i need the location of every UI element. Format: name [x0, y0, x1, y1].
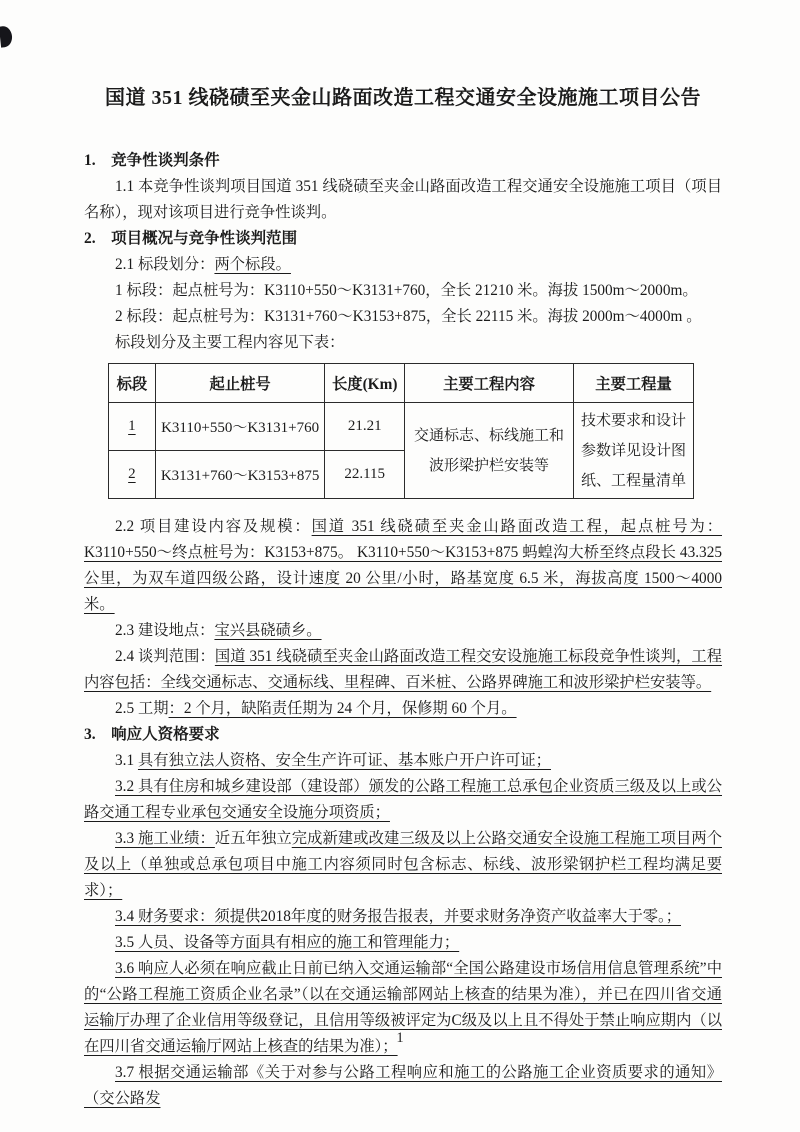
text-segment: 2.5 工期 — [115, 700, 169, 717]
underlined-text: 国道 351 线硗碛至夹金山路面改造工程，起点桩号为：K3110+550～终点桩号为：K3153+875。 K3110+550～K3153+875 蚂蝗沟大桥至终点段长 43.325 公里，为双车道四级公路，设计速度 20 公里/小时，路基宽度 6.5 米，海拔高度 1500～4000 米。 — [84, 518, 722, 613]
para-2-3 — [84, 618, 722, 644]
col-header-stake-range: 起止桩号 — [155, 364, 325, 403]
table-row-1 — [109, 403, 694, 451]
cell-range-2: K3131+760～K3153+875 — [155, 451, 325, 499]
para-2-2 — [84, 514, 722, 618]
underlined-text: 3.6 响应人必须在响应截止日前已纳入交通运输部“全国公路建设市场信用信息管理系统”中的“公路工程施工资质企业名录”（以在交通运输部网站上核查的结果为准），并已在四川省交通运输厅办理了企业信用等级登记，且信用等级被评定为C级及以上且不得处于禁止响应期内（以在四川省交通运输厅网站上核查的结果为准）； — [84, 960, 722, 1055]
underlined-text: 3.5 人员、设备等方面具有相应的施工和管理能力； — [115, 934, 460, 951]
underlined-text: 两个标段。 — [214, 256, 291, 273]
para-2-4 — [84, 644, 722, 696]
cell-segment-1 — [109, 403, 156, 451]
underlined-text: 国道 351 线硗碛至夹金山路面改造工程交安设施施工标段竞争性谈判，工程内容包括：全线交通标志、交通标线、里程碑、百米桩、公路界碑施工和波形梁护栏安装等。 — [84, 648, 722, 691]
cell-segment-2 — [109, 451, 156, 499]
cell-main-content: 交通标志、标线施工和波形梁护栏安装等 — [404, 403, 573, 499]
text-segment: 3.1 — [115, 752, 138, 769]
document-title: 国道 351 线硗碛至夹金山路面改造工程交通安全设施施工项目公告 — [105, 87, 701, 109]
text-segment: 1 标段：起点桩号为：K3110+550～K3131+760，全长 21210 米。海拔 1500m～2000m。 — [115, 282, 698, 299]
scan-artifact — [0, 25, 13, 47]
para-3-1 — [84, 748, 722, 774]
section-2-heading: 2. 项目概况与竞争性谈判范围 — [84, 230, 298, 247]
col-header-main-quantity: 主要工程量 — [574, 364, 694, 403]
para-bid-section-2 — [84, 304, 722, 330]
cell-length-1: 21.21 — [325, 403, 405, 451]
underlined-text: ：2 个月，缺陷责任期为 24 个月，保修期 60 个月。 — [168, 700, 517, 717]
cell-length-2: 22.115 — [325, 451, 405, 499]
para-3-5 — [84, 930, 722, 956]
segment-number: 1 — [128, 418, 136, 434]
section-3-heading: 3. 响应人资格要求 — [84, 726, 220, 743]
text-segment: 2.2 项目建设内容及规模： — [115, 518, 312, 535]
para-3-4 — [84, 904, 722, 930]
para-bid-section-1 — [84, 278, 722, 304]
underlined-text: 完成新建或改建三级及以上公路交通安全设施工程施工项目两个及以上（单独或总承包项目中施工内容须同时包含标志、标线、波形梁钢护栏工程均满足要求）； — [84, 830, 722, 899]
underlined-text: 具有独立法人资格、安全生产许可证、基本账户开户许可证； — [137, 752, 551, 769]
text-segment: 2.3 建设地点： — [115, 622, 215, 639]
text-segment: 标段划分及主要工程内容见下表： — [115, 334, 345, 351]
col-header-main-content: 主要工程内容 — [404, 364, 573, 403]
text-segment: 近五年独立 — [214, 830, 292, 847]
cell-range-1: K3110+550～K3131+760 — [155, 403, 325, 451]
underlined-text: 3.3 施工业绩： — [115, 830, 215, 847]
underlined-text: 3.2 具有住房和城乡建设部（建设部）颁发的公路工程施工总承包企业资质三级及以上或公路交通工程专业承包交通安全设施分项资质； — [84, 778, 722, 821]
para-table-intro — [84, 330, 722, 356]
segment-number: 2 — [128, 466, 136, 482]
text-segment: 1.1 本竞争性谈判项目国道 351 线硗碛至夹金山路面改造工程交通安全设施施工项目（项目名称），现对该项目进行竞争性谈判。 — [84, 178, 722, 221]
para-3-2 — [84, 774, 722, 826]
text-segment: 2 标段：起点桩号为：K3131+760～K3153+875，全长 22115 米。海拔 2000m～4000m 。 — [115, 308, 702, 325]
col-header-length: 长度(Km) — [325, 364, 405, 403]
underlined-text: 3.7 根据交通运输部《关于对参与公路工程响应和施工的公路施工企业资质要求的通知》（交公路发 — [84, 1064, 722, 1107]
para-3-7 — [84, 1060, 722, 1112]
para-3-3 — [84, 826, 722, 904]
para-1-1 — [84, 174, 722, 226]
text-segment: 2.4 谈判范围： — [115, 648, 215, 665]
underlined-text: 宝兴县硗碛乡。 — [214, 622, 322, 639]
table-header-row — [109, 364, 694, 403]
para-2-5 — [84, 696, 722, 722]
cell-main-quantity: 技术要求和设计参数详见设计图纸、工程量清单 — [574, 403, 694, 499]
text-segment: 2.1 标段划分： — [115, 256, 215, 273]
para-2-1 — [84, 252, 722, 278]
section-1-heading: 1. 竞争性谈判条件 — [84, 152, 220, 169]
col-header-segment: 标段 — [109, 364, 156, 403]
page-number: 1 — [396, 1030, 404, 1046]
underlined-text: 3.4 财务要求：须提供2018年度的财务报告报表，并要求财务净资产收益率大于零。； — [115, 908, 681, 925]
bid-sections-table — [108, 363, 694, 499]
